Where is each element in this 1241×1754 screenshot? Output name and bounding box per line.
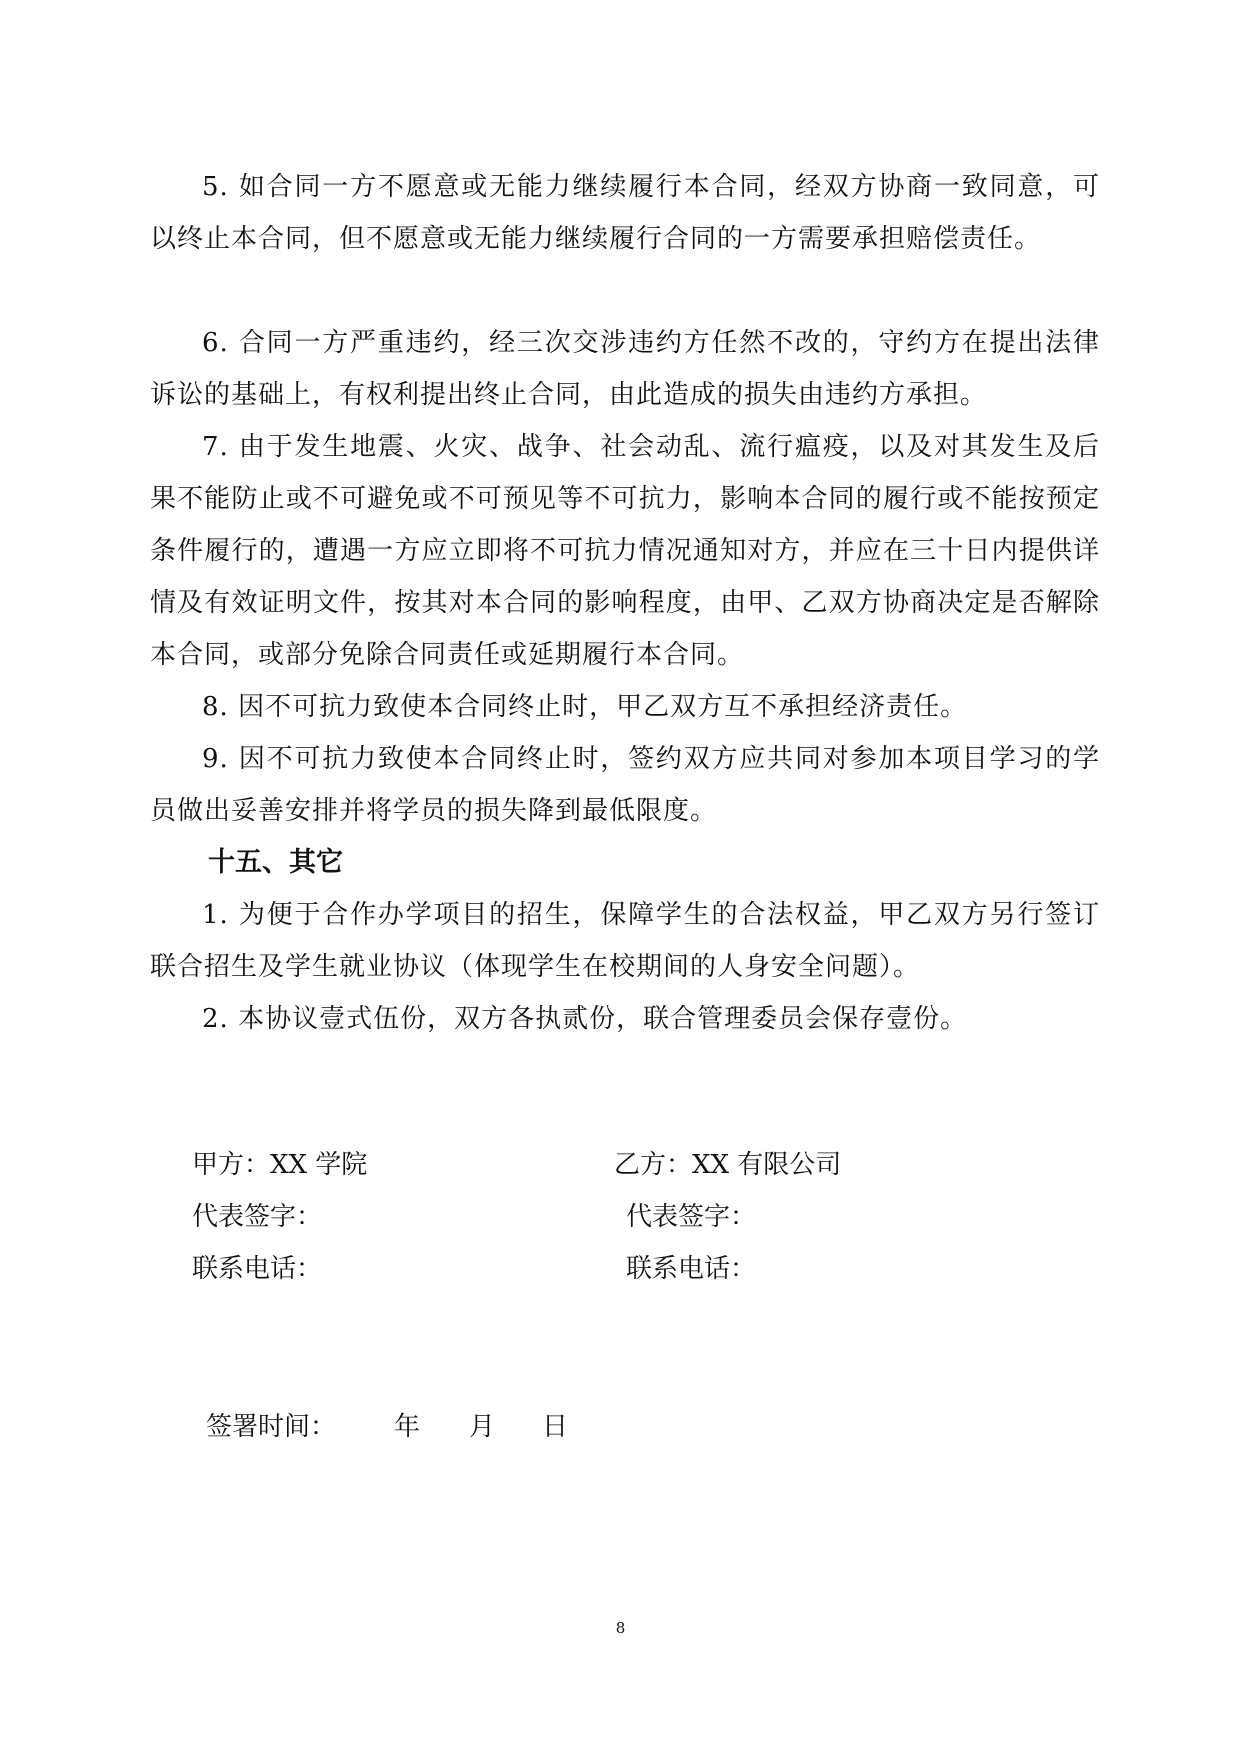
clause-9: 9. 因不可抗力致使本合同终止时，签约双方应共同对参加本项目学习的学员做出妥善安排并将学员的损失降到最低限度。 xyxy=(150,744,1100,826)
page-number: 8 xyxy=(615,1619,626,1637)
section-heading-other: 十五、其它 xyxy=(208,847,343,878)
party-a-phone: 联系电话： xyxy=(192,1254,323,1284)
party-b-phone: 联系电话： xyxy=(626,1254,757,1284)
other-clause-1: 1. 为便于合作办学项目的招生，保障学生的合法权益，甲乙双方另行签订联合招生及学生就业协议（体现学生在校期间的人身安全问题）。 xyxy=(150,900,1100,982)
clause-7: 7. 由于发生地震、火灾、战争、社会动乱、流行瘟疫，以及对其发生及后果不能防止或不可避免或不可预见等不可抗力，影响本合同的履行或不能按预定条件履行的，遭遇一方应立即将不可抗力情况通知对方，并应在三十日内提供详情及有效证明文件，按其对本合同的影响程度，由甲、乙双方协商决定是否解除本合同，或部分免除合同责任或延期履行本合同。 xyxy=(150,432,1100,670)
party-b-representative: 代表签字： xyxy=(626,1202,757,1232)
party-a-name: 甲方：XX 学院 xyxy=(192,1150,368,1180)
clause-8: 8. 因不可抗力致使本合同终止时，甲乙双方互不承担经济责任。 xyxy=(202,692,968,722)
signing-date-day: 日 xyxy=(542,1412,569,1442)
clause-6: 6. 合同一方严重违约，经三次交涉违约方任然不改的，守约方在提出法律诉讼的基础上，有权利提出终止合同，由此造成的损失由违约方承担。 xyxy=(150,328,1100,410)
signing-date-year: 年 xyxy=(394,1412,421,1442)
clause-5: 5. 如合同一方不愿意或无能力继续履行本合同，经双方协商一致同意，可以终止本合同，但不愿意或无能力继续履行合同的一方需要承担赔偿责任。 xyxy=(150,172,1100,254)
party-a-representative: 代表签字： xyxy=(192,1202,323,1232)
signing-date-month: 月 xyxy=(469,1412,496,1442)
party-b-name: 乙方：XX 有限公司 xyxy=(614,1150,842,1180)
other-clause-2: 2. 本协议壹式伍份，双方各执贰份，联合管理委员会保存壹份。 xyxy=(202,1004,968,1034)
signing-date-label: 签署时间： xyxy=(206,1412,337,1442)
